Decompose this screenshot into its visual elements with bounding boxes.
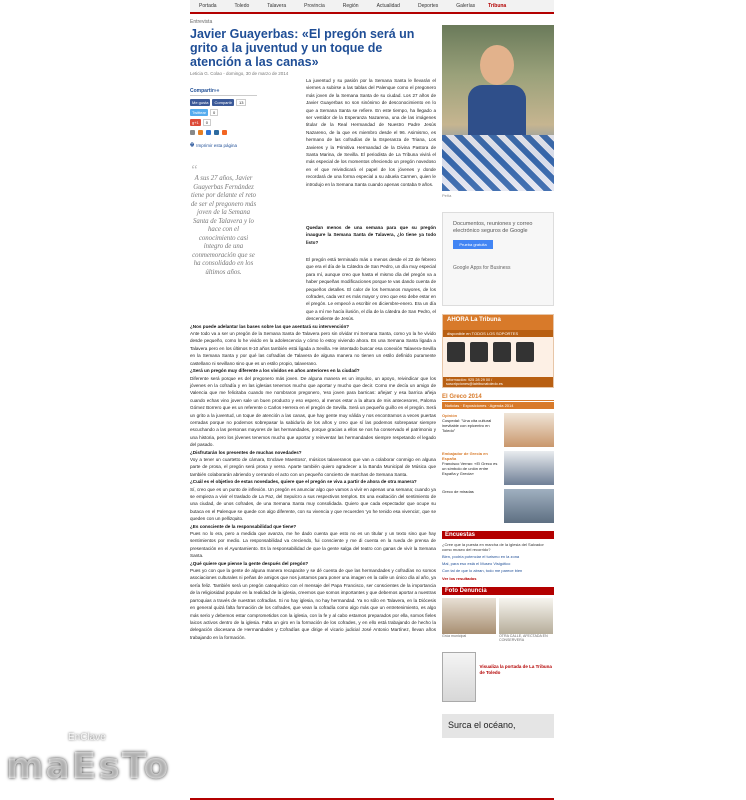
greco-item[interactable]: [442, 413, 554, 447]
print-label: Imprimir esta página: [196, 142, 238, 148]
nav-item-galerias[interactable]: Galerías: [456, 3, 476, 9]
front-page-link[interactable]: Visualiza la portada de La Tribuna de Toledo: [479, 664, 552, 675]
nav-item-region[interactable]: Región: [342, 3, 359, 9]
ad-text: Documentos, reuniones y correo electrónico seguros de Google: [453, 221, 533, 234]
answer-3: Diferente será porque es del pregonero más joven. De alguna manera es un impulso, un apoyo, reivindicar que los jóvenes en la cofradía y en las iglesias tenemos mucho que aportar y mucho que decir. Como me decía un amigo de Valencia que me felicitaba cuando me nombraron pregonero, 'eso joven para barricas: añejas' y esa barrica añeja cuando echas vino joven sale un buen producto y eso espero, al menos estar a la altura de mis antecesores, Paloma Gómez Borrero que es un referente o Carlos Herrera en el pregón de Sevilla. Será un pequeño guiño en el pregón. Será un grito a la juventud, un toque de atención a las canas, que hay gente muy válida y nos encontramos a veces puertas cerradas porque no podemos sobrepasar la sabiduría de los años y creo que sí las podemos sobrepasar siempre escuchando a las personas mayores de las hermandades, porque gracias a ellos se nos ha conservado el patrimonio y una historia, pero los jóvenes tenemos mucho que aportar y reinventar las hermandades siempre respetando el legado del pasado.: [190, 375, 436, 448]
greco-title: El Greco 2014: [442, 394, 554, 401]
nav-item-portada[interactable]: Portada: [199, 3, 217, 9]
ad-logo: Google Apps for Business: [453, 265, 511, 271]
phone-icon: [447, 342, 465, 362]
article-byline: Leticia G. Colao - domingo, 30 de marzo de 2014: [190, 71, 289, 76]
tribuna-footer: Información: 925 28 29 00 / suscripciones@latribunatoledo.es: [443, 377, 553, 387]
watermark-small: EnClave: [68, 732, 106, 743]
brand-link[interactable]: Tribuna: [488, 3, 507, 9]
question-7: ¿Qué quiere que piense la gente después del pregón?: [190, 560, 309, 566]
nav-item-actualidad[interactable]: Actualidad: [376, 3, 400, 9]
photo-report-thumb[interactable]: [442, 598, 496, 634]
surca-banner[interactable]: Surca el océano,: [442, 714, 554, 738]
photo-caption: Peña: [442, 193, 452, 198]
gplus-count: 0: [203, 119, 211, 126]
tablet-icon: [470, 342, 488, 362]
laptop-icon: [493, 342, 511, 362]
tribuna-subtitle: disponible en TODOS LOS SOPORTES: [443, 330, 553, 337]
share-title: Compartir»»: [190, 88, 257, 96]
nav-item-toledo[interactable]: Toledo: [234, 3, 250, 9]
newspaper-cover: [442, 652, 476, 702]
portrait-body: [468, 85, 526, 135]
nav-item-talavera[interactable]: Talavera: [267, 3, 287, 9]
rss-icon[interactable]: [222, 130, 227, 135]
print-link[interactable]: [190, 141, 257, 149]
greco-item[interactable]: [442, 489, 554, 523]
top-navigation: [190, 0, 554, 14]
printer-icon: 🖶: [190, 142, 195, 147]
digg-icon[interactable]: [214, 130, 219, 135]
share-count: 13: [236, 99, 246, 106]
greco-item[interactable]: [442, 451, 554, 485]
watermark-big: maEsTo: [6, 746, 171, 787]
greco-item-category: Opinión: [442, 413, 458, 418]
qa-1: [306, 224, 436, 246]
answer-5: Sí, creo que es un punto de inflexión. Un pregón es anunciar algo que vamos a vivir en apenas una semana; cuando ya se empieza a vivir el traslado de La Paz, del Sepulcro a sus respectivos templos. Es una exaltación del sentimiento de una ciudad, de unos cofrades, de una Semana Santa muy consolidada. Quiero que cada espectador que ocupe su butaca en el Palenque se quede con algo diferente, con su vivencia y que recuerden 'yo he tenido esa vivencia', que se queden con un pellizquito.: [190, 486, 436, 522]
portrait-face: [480, 45, 514, 85]
greco-tabs[interactable]: Noticias · Exposiciones · Agenda 2014: [442, 402, 554, 409]
question-2: ¿Nos puede adelantar las bases sobre las que asentará su intervención?: [190, 323, 350, 329]
poll-option[interactable]: Con tal de que lo abran, todo me parece bien: [442, 568, 523, 573]
poll-question: ¿Cree que la puesta en marcha de la iglesia del Salvador como museo del recorrido?: [442, 542, 544, 552]
answer-2: Ante todo va a ser un pregón de la Semana Santa de Talavera pero sin olvidar mi Semana Santa, como yo la he vivido desde pequeño, como lo he vivido en la adolescencia y cómo lo estoy viviendo ahora. Es una Semana Santa ligada a Talavera pero en los últimos 8-10 años también está ligada a Sevilla. He intentado buscar esa conexión Talavera-Sevilla en la Semana Santa y por qué las cofradías de Talavera de alguna manera no tienen un estilo definido puramente castellano ni sevillano sino que es un estilo propio, talaverano.: [190, 331, 436, 366]
greco-item-text: Cospedal: "Una cita cultural inevitable con epicentro en Toledo": [442, 418, 492, 433]
delicious-icon[interactable]: [206, 130, 211, 135]
answer-6: Pues no lo era, pero a medida que avanza, me he dado cuenta que esto no es un titular y un texto sino que hay sentimientos por medio. La responsabilidad va creciendo, fui consciente y me di cuenta en la rueda de prensa de presentación en el Ayuntamiento. Es la responsabilidad de que la gente salga del teatro con ganas de vivir la Semana Santa.: [190, 531, 436, 559]
greco-thumb: [504, 489, 554, 523]
question-3: ¿Será un pregón muy diferente a los vividos en años anteriores en la ciudad?: [190, 368, 360, 374]
tile-background: [442, 135, 554, 191]
section-label: Entrevista: [190, 19, 213, 25]
greco-item-text: Greco de miradas: [442, 489, 474, 494]
facebook-share-button[interactable]: Compartir: [214, 100, 233, 105]
photo-report-caption: OTRA CALLE, AFECTADA EN CONSERVERA: [499, 634, 548, 642]
quote-mark-icon: “: [190, 163, 198, 178]
poll-widget: [442, 531, 554, 581]
right-sidebar: [442, 25, 554, 738]
tweet-count: 0: [210, 109, 218, 116]
photo-report-widget: [442, 587, 554, 642]
photo-report-title: Foto Denuncia: [442, 587, 554, 595]
gplus-button[interactable]: g+1: [192, 120, 199, 125]
ad-trial-button[interactable]: Prueba gratuita: [453, 240, 493, 249]
watermark-logo: [6, 728, 196, 798]
nav-item-provincia[interactable]: Provincia: [304, 3, 325, 9]
question-4: ¿Disfrutarán los presentes de muchas novedades?: [190, 449, 302, 455]
greco-item-category: Embajador de Grecia en España: [442, 451, 488, 461]
photo-report-thumb[interactable]: [499, 598, 553, 634]
question-1: Quedan menos de una semana para que su pregón inaugure la Semana Santa de Talavera, ¿lo tiene ya todo listo?: [306, 225, 436, 245]
article-title: Javier Guayerbas: «El pregón será un grito a la juventud y un toque de atención a las canas»: [190, 27, 415, 69]
tribuna-title: AHORA La Tribuna: [443, 315, 553, 330]
pull-quote-text: A sus 27 años, Javier Guayerbas Fernández tiene por delante el reto de ser el pregonero más joven de la Semana Santa de Talavera y lo hace con el conocimiento casi íntegro de una conmemoración que se ha consolidado en los últimos años.: [190, 175, 257, 276]
photo-report-caption: Grúa municipal: [442, 634, 467, 638]
answer-4: Voy a tener un cuartetto de cámara, Enclave Maestoso', músicos talaveranos que van a colaborar conmigo en alguna parte de prosa, el pregón será prosa y verso. Aparte también quiero agradecer a la Banda Municipal de Música que también colaborarán abriendo y cerrando el acto con un pequeño concierto de marchas de Semana Santa.: [190, 456, 436, 477]
article-photo: [442, 25, 554, 191]
greco-thumb: [504, 413, 554, 447]
answer-7: Pues yo con que la gente de alguna manera recapacite y se dé cuenta de que las hermandades y cofradías no somos asociaciones culturales ni peñas de amigos que nos juntamos para poner una imagen en la calle un único día al año, ya sería feliz. También será un pregón catequético con el mensaje del Papa Francisco, ser conscientes de la importancia de la religiosidad popular en la realidad de la iglesia, creemos que somos importantes y que debemos aportar a nuestras parroquias a través de nuestras cofradías. Si no hay iglesia, no hay hermandad. Ya no sólo en Talavera, en la Diócesis en general quizá falta formación de los cofrades, que vean la cofradía como algo más que un entretenimiento, es algo más serio y debemos estar comprometidos con la iglesia, con la fe y al cabo estamos preparados por ella, somos fieles laicos activos dentro de la iglesia. Falta un giro en la formación de los cofrades, y en ello está trabajando de hecho la delegación diocesana de Hermandades y Cofradías que dirige el vicario judicial José Antonio Martínez, llevan años trabajando en la formación.: [190, 568, 436, 640]
newspaper-icon: [516, 342, 534, 362]
poll-option[interactable]: Mal, para eso está el Museo Visigótico: [442, 561, 511, 566]
nav-item-deportes[interactable]: Deportes: [417, 3, 439, 9]
meneame-icon[interactable]: [198, 130, 203, 135]
tweet-button[interactable]: Twittear: [192, 110, 207, 115]
share-column: [190, 88, 257, 277]
answer-1: El pregón está terminado más o menos desde el 22 de febrero que era el día de la Cátedra de San Pedro, un día muy especial para mí, aunque creo que hasta el mismo día del pregón va a haber pequeñas modificaciones porque te vas dando cuenta de pequeños detalles. El calor de los hermanos mayores, de los cofrades, cada vez es más mayor y creo que eso debe estar en el pregón. Le empecé a escribir en diciembre-enero. Era un día que a mí me hacía ilusión, el día de la cátedra de San Pedro, el descendiente de Jesús.: [306, 257, 436, 322]
poll-option[interactable]: Bien, podría potenciar el turismo en la zona: [442, 554, 520, 559]
greco-thumb: [504, 451, 554, 485]
question-6: ¿Es consciente de la responsabilidad que tiene?: [190, 523, 297, 529]
email-icon[interactable]: [190, 130, 195, 135]
greco-widget: [442, 394, 554, 523]
question-5: ¿Cuál es el objetivo de estas novedades, quiere que el pregón se viva a partir de ahora de otra manera?: [190, 479, 417, 485]
facebook-like-button[interactable]: Me gusta: [192, 100, 209, 105]
poll-results-link[interactable]: Ver los resultados: [442, 576, 477, 581]
front-page-widget[interactable]: [442, 652, 554, 702]
google-ad[interactable]: [442, 212, 554, 306]
tribuna-promo[interactable]: [442, 314, 554, 388]
article-intro: La juventud y su pasión por la Semana Santa le llevarán el viernes a subirse a las tablas del Palenque como el pregonero más joven de la Semana Santa de su ciudad. Los 27 años de Javier Guayerbas no son sinónimo de desconocimiento en lo que a Semana Santa se refiere. En este tiempo, ha llegado a ser vestidor de la Esperanza Nazarena, una de las imágenes titular de la Real Hermandad de Nuestro Padre Jesús Nazareno, de la que es miembro desde el 96. Asimismo, es hermano de las cofradías de la Esperanza de Triana, Los Javieres y la Primitiva Hermandad de la Divina Pastora de Santa Marina, de Sevilla. El periodista de La Tribuna vivirá el más especial de los momentos ofreciendo un pregón novedoso en el que reivindicará el papel de los jóvenes y donde recordará de una forma especial a su abuela Carmen, quien le introdujo en la Semana Santa cuando apenas contaba 9 años.: [306, 78, 436, 187]
greco-item-text: Francisco Verrax: «El Greco es un símbolo de unión entre España y Grecia»: [442, 461, 498, 476]
poll-title: Encuestas: [442, 531, 554, 539]
